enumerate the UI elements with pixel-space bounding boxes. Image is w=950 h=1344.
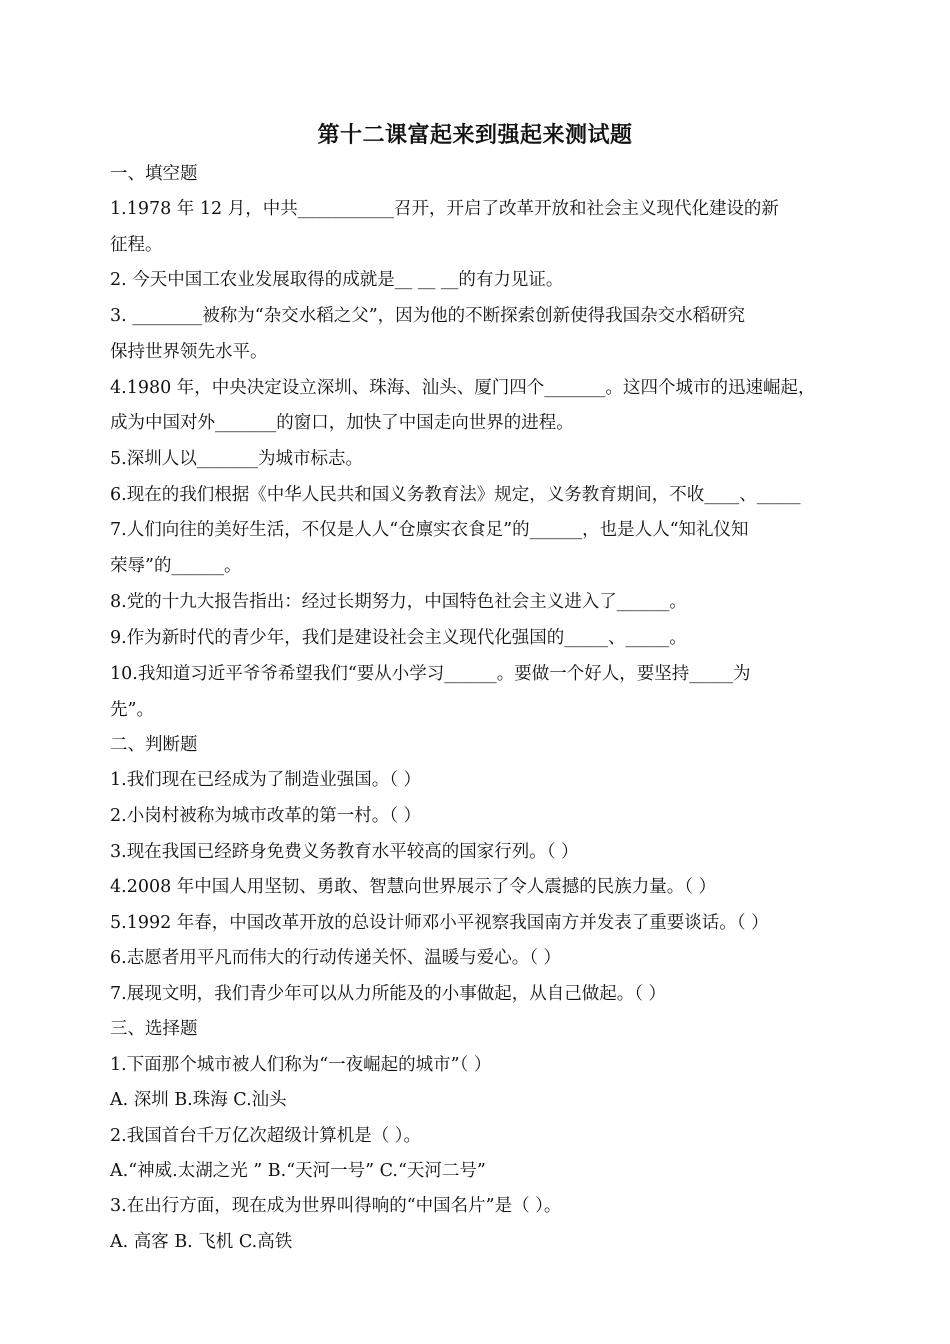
question-line: 10.我知道习近平爷爷希望我们“要从小学习______。要做一个好人，要坚持_____为 [110,664,751,684]
question-line: 先”。 [110,700,154,720]
question-line: 1.下面那个城市被人们称为“一夜崛起的城市”（ ） [110,1055,492,1075]
answer-options: A. 深圳 B.珠海 C.汕头 [110,1090,287,1110]
question-line: 2.我国首台千万亿次超级计算机是（ ）。 [110,1126,422,1146]
question-line: 6.现在的我们根据《中华人民共和国义务教育法》规定，义务教育期间，不收____、_____ [110,485,801,505]
section-heading: 三、选择题 [110,1019,198,1039]
question-line: 3. ________被称为“杂交水稻之父”，因为他的不断探索创新使得我国杂交水稻研究 [110,306,746,326]
question-line: 9.作为新时代的青少年，我们是建设社会主义现代化强国的_____、_____。 [110,628,687,648]
question-line: 3.在出行方面，现在成为世界叫得响的“中国名片”是（ ）。 [110,1196,562,1216]
question-line: 荣辱”的______。 [110,556,242,576]
question-line: 成为中国对外_______的窗口，加快了中国走向世界的进程。 [110,413,574,433]
question-line: 7.展现文明，我们青少年可以从力所能及的小事做起，从自己做起。（ ） [110,984,667,1004]
answer-options: A.“神威.太湖之光 ” B.“天河一号” C.“天河二号” [110,1161,486,1181]
question-line: 1.我们现在已经成为了制造业强国。（ ） [110,770,422,790]
question-line: 4.2008 年中国人用坚韧、勇敢、智慧向世界展示了令人震撼的民族力量。（ ） [110,877,717,897]
question-line: 保持世界领先水平。 [110,342,268,362]
question-line: 4.1980 年，中央决定设立深圳、珠海、汕头、厦门四个_______。这四个城市的迅速崛起， [110,378,816,398]
page-title: 第十二课富起来到强起来测试题 [317,123,633,148]
answer-options: A. 高客 B. 飞机 C.高铁 [110,1232,293,1252]
question-line: 3.现在我国已经跻身免费义务教育水平较高的国家行列。（ ） [110,842,579,862]
section-heading: 一、填空题 [110,164,198,184]
question-line: 2. 今天中国工农业发展取得的成就是__ __ __的有力见证。 [110,270,564,290]
question-line: 1.1978 年 12 月，中共___________召开，开启了改革开放和社会主义现代化建设的新 [110,199,779,219]
question-line: 5.1992 年春，中国改革开放的总设计师邓小平视察我国南方并发表了重要谈话。（ ） [110,913,769,933]
question-line: 征程。 [110,235,163,255]
section-heading: 二、判断题 [110,735,198,755]
question-line: 2.小岗村被称为城市改革的第一村。（ ） [110,806,422,826]
question-line: 8.党的十九大报告指出：经过长期努力，中国特色社会主义进入了______。 [110,592,687,612]
question-line: 6.志愿者用平凡而伟大的行动传递关怀、温暖与爱心。（ ） [110,948,562,968]
question-line: 7.人们向往的美好生活，不仅是人人“仓廪实衣食足”的______，也是人人“知礼仪知 [110,520,749,540]
question-line: 5.深圳人以_______为城市标志。 [110,449,363,469]
